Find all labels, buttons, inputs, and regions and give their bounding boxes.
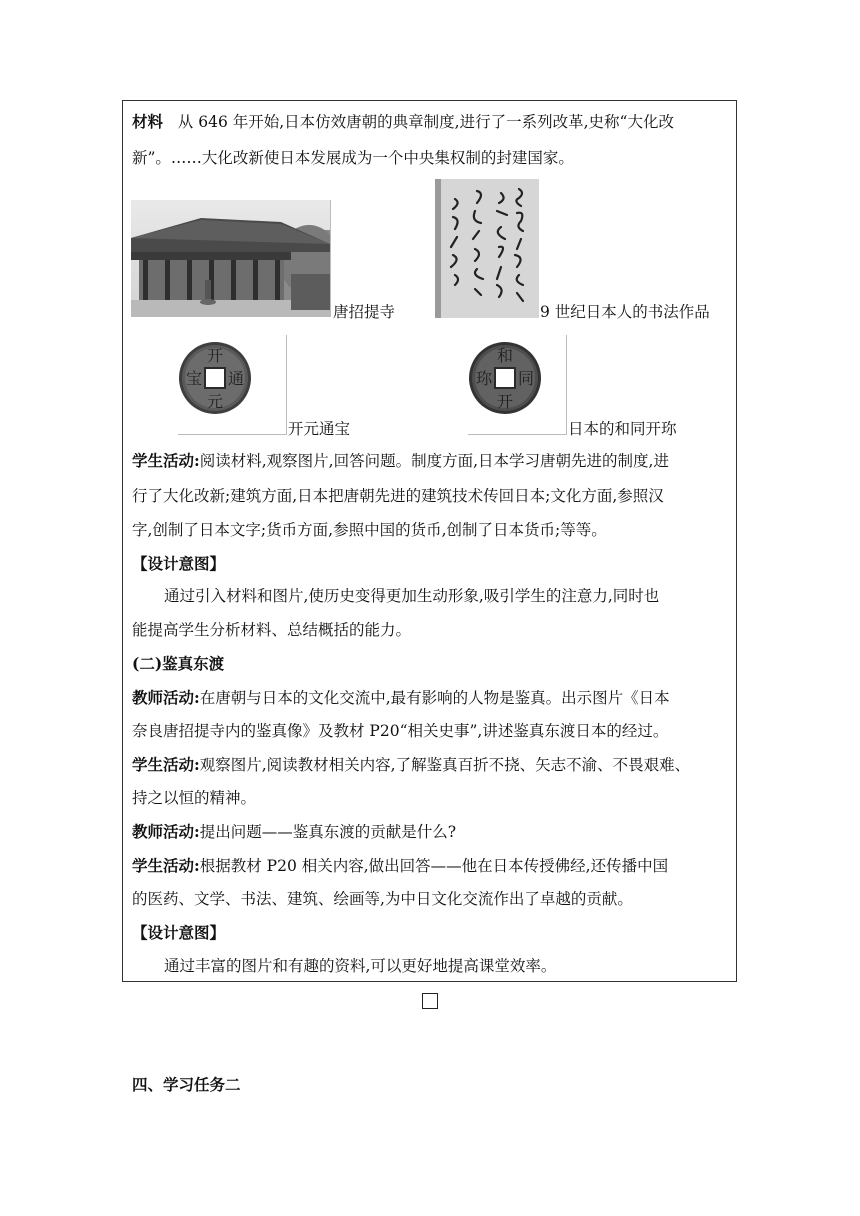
- material-text-1: 从 646 年开始,日本仿效唐朝的典章制度,进行了一系列改革,史称“大化改: [177, 113, 674, 131]
- student-activity-label: 学生活动:: [132, 856, 200, 875]
- coin2-border-h: [468, 434, 566, 435]
- wado-kaichin-coin: [468, 335, 542, 421]
- checkbox-square-icon: [422, 993, 438, 1009]
- design-intent-1-title: 【设计意图】: [132, 554, 226, 573]
- teacher-activity-1-line-2: 奈良唐招提寺内的鉴真像》及教材 P20“相关史事”,讲述鉴真东渡日本的经过。: [132, 722, 669, 740]
- calligraphy-caption: 9 世纪日本人的书法作品: [540, 303, 710, 321]
- temple-caption: 唐招提寺: [333, 303, 396, 321]
- student-activity-1-text: 阅读材料,观察图片,回答问题。制度方面,日本学习唐朝先进的制度,进: [199, 452, 669, 470]
- student-activity-2-line-2: 持之以恒的精神。: [132, 789, 257, 807]
- student-activity-1-line-1: [132, 451, 669, 471]
- teacher-activity-2-text: 提出问题——鉴真东渡的贡献是什么?: [199, 823, 457, 841]
- design-intent-1-line-2: 能提高学生分析材料、总结概括的能力。: [132, 621, 412, 639]
- coin1-border-h: [178, 434, 286, 435]
- design-intent-2-line-1: 通过丰富的图片和有趣的资料,可以更好地提高课堂效率。: [164, 957, 557, 975]
- section-4-title: 四、学习任务二: [132, 1075, 241, 1094]
- temple-photo-border: [330, 200, 331, 317]
- material-label: 材料: [132, 112, 164, 131]
- student-activity-3-line-1: [132, 856, 668, 876]
- tang-zhaoti-temple-photo: [131, 200, 330, 317]
- coin2-caption: 日本的和同开珎: [568, 420, 677, 438]
- design-intent-1-line-1: 通过引入材料和图片,使历史变得更加生动形象,吸引学生的注意力,同时也: [164, 587, 660, 605]
- coin1-border-v: [286, 335, 287, 435]
- student-activity-1-line-2: 行了大化改新;建筑方面,日本把唐朝先进的建筑技术传回日本;文化方面,参照汉: [132, 487, 664, 505]
- teacher-activity-label: 教师活动:: [132, 822, 200, 841]
- student-activity-3-text: 根据教材 P20 相关内容,做出回答——他在日本传授佛经,还传播中国: [199, 857, 669, 875]
- coin1-char-bottom: 元: [206, 392, 224, 411]
- coin2-char-bottom: 开: [496, 392, 514, 411]
- teacher-activity-1-text: 在唐朝与日本的文化交流中,最有影响的人物是鉴真。出示图片《日本: [199, 689, 670, 707]
- coin1-char-left: 宝: [185, 369, 203, 388]
- coin2-char-left: 珎: [475, 369, 493, 388]
- coin1-caption: 开元通宝: [288, 420, 351, 438]
- material-line-2: 新”。……大化改新使日本发展成为一个中央集权制的封建国家。: [132, 149, 574, 167]
- student-activity-2-text: 观察图片,阅读教材相关内容,了解鉴真百折不挠、矢志不渝、不畏艰难、: [199, 756, 691, 774]
- teacher-activity-2-line-1: [132, 822, 456, 842]
- coin1-char-top: 开: [206, 346, 224, 365]
- calligraphy-photo: [435, 179, 539, 318]
- coin2-char-top: 和: [496, 346, 514, 365]
- design-intent-2-title: 【设计意图】: [132, 923, 226, 942]
- student-activity-3-line-2: 的医药、文学、书法、建筑、绘画等,为中日文化交流作出了卓越的贡献。: [132, 890, 633, 908]
- kaiyuan-tongbao-coin: [178, 335, 252, 421]
- student-activity-1-line-3: 字,创制了日本文字;货币方面,参照中国的货币,创制了日本货币;等等。: [132, 521, 607, 539]
- teacher-activity-1-line-1: [132, 688, 670, 708]
- student-activity-label: 学生活动:: [132, 451, 200, 470]
- coin2-border-v: [566, 335, 567, 435]
- material-line-1: [132, 112, 674, 132]
- student-activity-label: 学生活动:: [132, 755, 200, 774]
- section-2-title: (二)鉴真东渡: [132, 654, 225, 673]
- student-activity-2-line-1: [132, 755, 690, 775]
- coin2-char-right: 同: [517, 369, 535, 388]
- coin1-char-right: 通: [227, 369, 245, 388]
- teacher-activity-label: 教师活动:: [132, 688, 200, 707]
